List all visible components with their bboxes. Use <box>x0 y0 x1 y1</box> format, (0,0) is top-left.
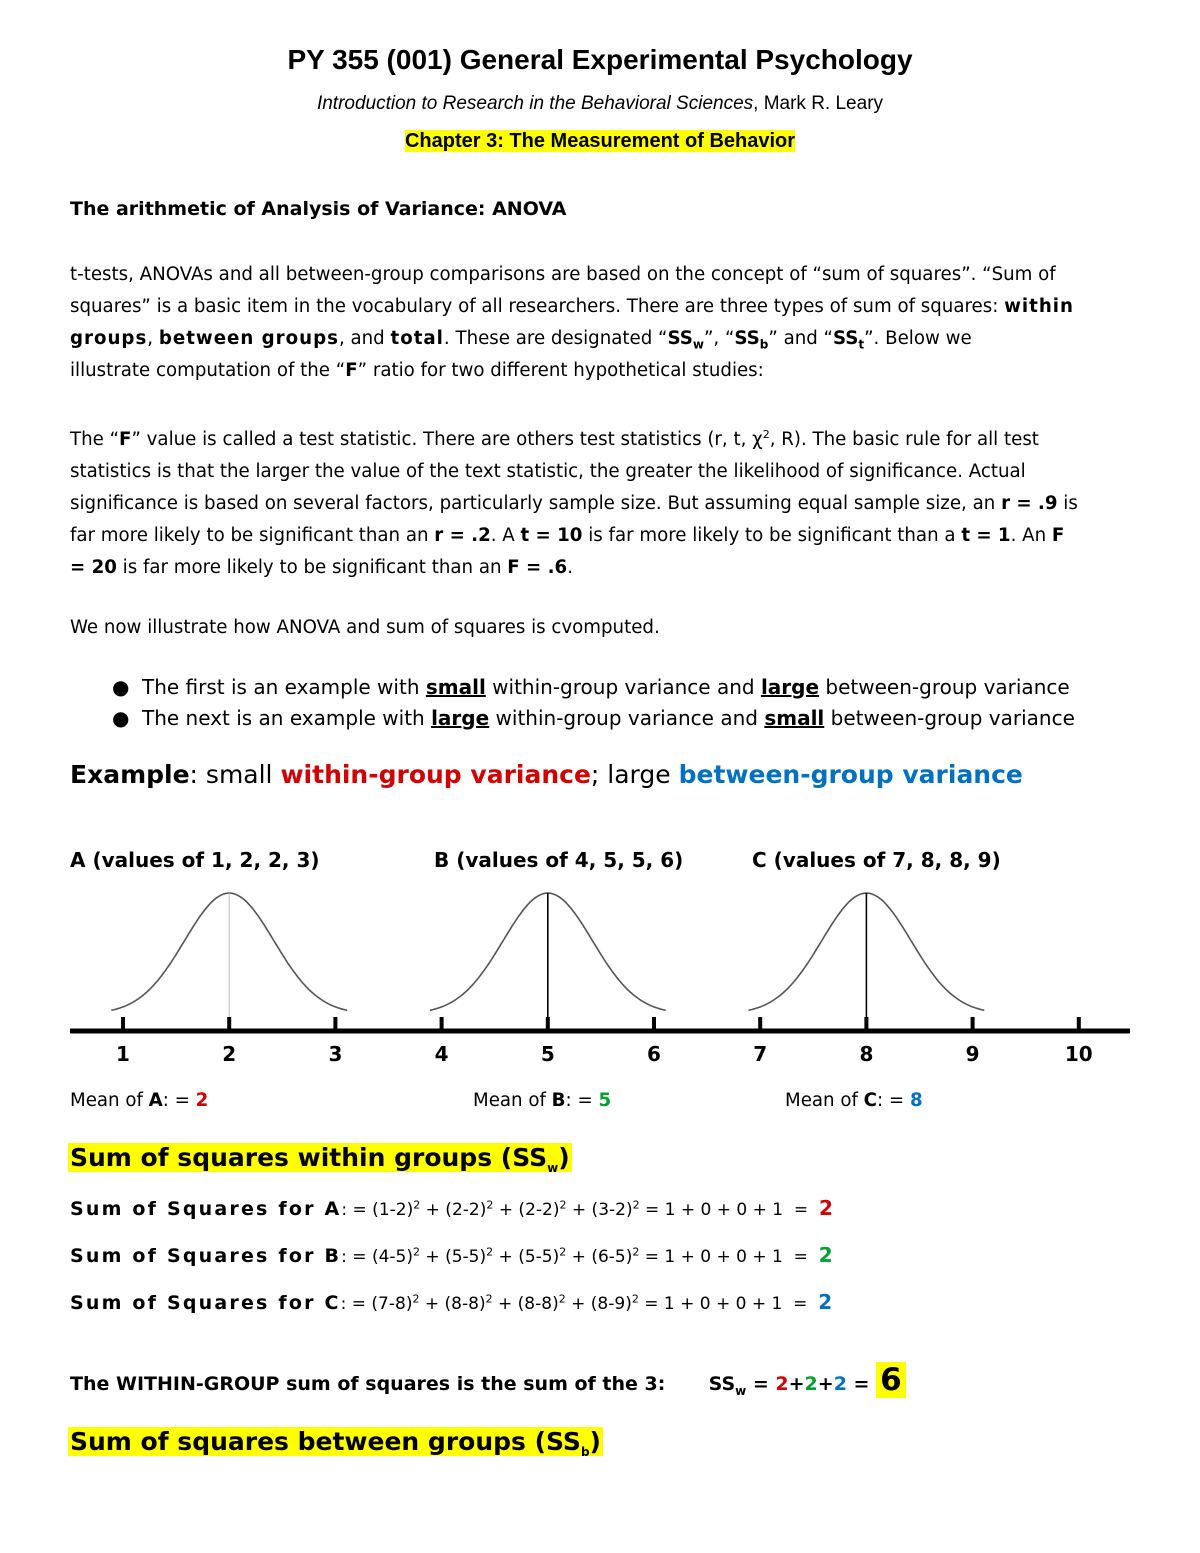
mean-b: Mean of B: = 5 <box>473 1090 612 1111</box>
chapter-title: Chapter 3: The Measurement of Behavior <box>404 130 796 152</box>
axis-tick-label: 5 <box>540 1042 555 1066</box>
example-heading: Example: small within-group variance; large between-group variance <box>70 760 1023 789</box>
textbook-author: , Mark R. Leary <box>753 93 884 114</box>
within-total-result: 6 <box>876 1362 906 1398</box>
paragraph-sum-of-squares <box>70 259 1130 387</box>
distribution-figure <box>0 880 1200 1080</box>
group-c-label: C (values of 7, 8, 8, 9) <box>752 848 1001 872</box>
textbook-reference <box>0 93 1200 115</box>
term-ssb: $SS_b$ <box>734 328 769 352</box>
term-f: F <box>345 360 358 381</box>
axis-tick-label: 1 <box>116 1042 130 1066</box>
term-within: within <box>1004 296 1074 317</box>
term-groups: groups <box>70 328 148 349</box>
within-group-total: The WITHIN-GROUP sum of squares is the sum of the 3: $SS_w = 2+2+2 = 6$ <box>70 1362 906 1398</box>
bullet-list <box>70 672 1075 734</box>
ss-row: Sum of Squares for B: = $(4-5)^2 + (5-5)^2 + (5-5)^2 + (6-5)^2 = 1 + 0 + 0 + 1 = 2$ <box>70 1243 833 1267</box>
textbook-title: Introduction to Research in the Behavioral Sciences <box>316 93 754 114</box>
group-b-label: B (values of 4, 5, 5, 6) <box>434 848 684 872</box>
ss-result: 2 <box>818 1243 833 1267</box>
axis-tick-label: 8 <box>859 1042 874 1066</box>
paragraph-test-statistic <box>70 424 1130 584</box>
ss-row: Sum of Squares for C: = $(7-8)^2 + (8-8)^2 + (8-8)^2 + (8-9)^2 = 1 + 0 + 0 + 1 = 2$ <box>70 1290 833 1314</box>
text-line: statistics is that the larger the value of the text statistic, the greater the likelihood of significance. Actual <box>70 461 1026 482</box>
axis-tick-label: 3 <box>328 1042 343 1066</box>
course-title: PY 355 (001) General Experimental Psychology <box>287 44 913 75</box>
ss-result: 2 <box>818 1290 833 1314</box>
text-line: t-tests, ANOVAs and all between-group comparisons are based on the concept of “sum of squares”. “Sum of <box>70 264 1056 285</box>
text-line: = 20 is far more likely to be significant than an F = .6. <box>70 557 573 578</box>
axis-tick-label: 10 <box>1064 1042 1093 1066</box>
chapter-heading <box>0 130 1200 153</box>
text-line: far more likely to be significant than an r = .2. A t = 10 is far more likely to be significant than a t = 1. An F <box>70 525 1065 546</box>
term-sst: $SS_t$ <box>832 328 865 352</box>
term-total: total <box>390 328 444 349</box>
ssb-heading: Sum of squares between groups $(SS_b)$ <box>70 1427 601 1459</box>
text-line: We now illustrate how ANOVA and sum of squares is cvomputed. <box>70 617 660 638</box>
ss-result: 2 <box>818 1196 833 1220</box>
term-between-groups: between groups <box>158 328 339 349</box>
text-line: squares” is a basic item in the vocabulary of all researchers. There are three types of sum of squares: within <box>70 296 1074 317</box>
paragraph-intro <box>70 612 1130 644</box>
bullet-icon: ● <box>112 675 130 699</box>
list-item: ● The first is an example with small within-group variance and large between-group variance <box>70 672 1075 703</box>
term-ssw: $SS_w$ <box>667 328 704 352</box>
text-line: The “F” value is called a test statistic. There are others test statistics (r, t, $\chi^2$, R). The basic rule for all test <box>70 427 1039 450</box>
group-a-label: A (values of 1, 2, 2, 3) <box>70 848 320 872</box>
list-item: ● The next is an example with large within-group variance and small between-group variance <box>70 703 1075 734</box>
axis-tick-label: 4 <box>434 1042 449 1066</box>
ss-row: Sum of Squares for A: = $(1-2)^2 + (2-2)^2 + (2-2)^2 + (3-2)^2 = 1 + 0 + 0 + 1 = 2$ <box>70 1196 833 1220</box>
section-heading: The arithmetic of Analysis of Variance: ANOVA <box>70 198 567 220</box>
mean-a: Mean of A: = 2 <box>70 1090 209 1111</box>
axis-tick-label: 7 <box>753 1042 768 1066</box>
bullet-icon: ● <box>112 706 130 730</box>
axis-tick-label: 9 <box>965 1042 980 1066</box>
text-line: illustrate computation of the “F” ratio for two different hypothetical studies: <box>70 360 764 381</box>
text-line: groups, between groups, and total. These are designated “$SS_w$”, “$SS_b$” and “$SS_t$”. Below we <box>70 328 972 352</box>
mean-c: Mean of C: = 8 <box>785 1090 923 1111</box>
axis-tick-label: 2 <box>222 1042 237 1066</box>
text-line: significance is based on several factors, particularly sample size. But assuming equal sample size, an r = .9 is <box>70 493 1078 514</box>
axis-tick-label: 6 <box>647 1042 661 1066</box>
ssw-heading: Sum of squares within groups $(SS_w)$ <box>70 1143 570 1175</box>
